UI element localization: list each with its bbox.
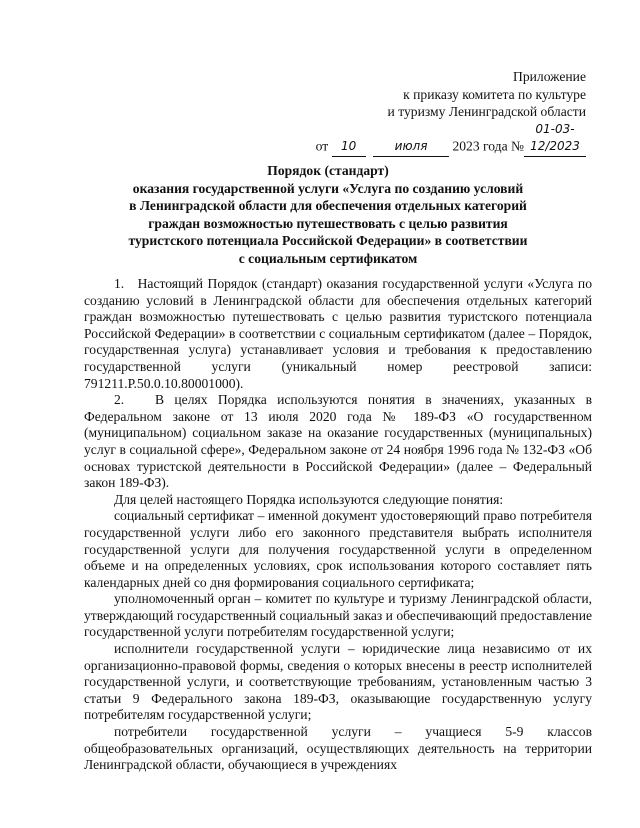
title-line: в Ленинградской области для обеспечения отдельных категорий (129, 198, 527, 213)
paragraph-1: 1. Настоящий Порядок (стандарт) оказания государственной услуги «Услуга по созданию условий в Ленинградской области для обеспечения отдельных категорий граждан возможностью путешествовать с целью развития туристского потенциала Российской Федерации» в соответствии с социальным сертификатом (далее – Порядок, государственная услуга) устанавливает условия и требования к предоставлению государственной услуги (уникальный номер реестровой записи: 791211.Р.50.0.10.80001000). (84, 276, 592, 391)
title-line: граждан возможностью путешествовать с целью развития (148, 215, 508, 231)
document-title (84, 162, 572, 267)
handwritten-day: 10 (332, 138, 366, 157)
appendix-header (316, 68, 586, 157)
document-body (84, 276, 592, 774)
definition-service-providers: исполнители государственной услуги – юридические лица независимо от их организационно-правовой формы, сведения о которых внесены в реестр исполнителей государственной услуги, и соответствующие требованиям, установленным частью 3 статьи 9 Федерального закона 189-ФЗ, оказывающие государственную услугу потребителям государственной услуги; (84, 641, 592, 723)
appendix-order-line: к приказу комитета по культуре (403, 86, 586, 102)
date-prefix: от (315, 138, 329, 153)
appendix-date-line (316, 121, 586, 157)
appendix-committee-line: и туризму Ленинградской области (387, 104, 586, 119)
title-line: туристского потенциала Российской Федерации» в соответствии (128, 233, 528, 248)
handwritten-order-number: 01-03-12/2023 (524, 121, 586, 157)
definition-service-consumers: потребители государственной услуги – учащиеся 5-9 классов общеобразовательных организаций, осуществляющих деятельность на территории Ленинградской области, обучающиеся в учреждениях (84, 724, 592, 773)
paragraph-2: 2. В целях Порядка используются понятия в значениях, указанных в Федеральном законе от 13 июля 2020 года № 189-ФЗ «О государственном (муниципальном) социальном заказе на оказание государственных (муниципальных) услуг в социальной сфере», Федеральном законе от 24 ноября 1996 года № 132-ФЗ «Об основах туристской деятельности в Российской Федерации» (далее – Федеральный закон 189-ФЗ). (84, 392, 592, 491)
definition-authorized-body: уполномоченный орган – комитет по культуре и туризму Ленинградской области, утверждающий государственный социальный заказ и обеспечивающий предоставление государственной услуги потребителям государственной услуги; (84, 591, 592, 640)
appendix-label: Приложение (513, 69, 586, 84)
title-line: оказания государственной услуги «Услуга по созданию условий (132, 180, 524, 196)
handwritten-month: июля (373, 138, 449, 157)
definition-social-certificate: социальный сертификат – именной документ удостоверяющий право потребителя государственной услуги либо его законного представителя выбрать исполнителя государственной услуги для получения государственной услуги в определенном объеме и на определенных условиях, срок использования которого составляет пять календарных дней со дня формирования социального сертификата; (84, 508, 592, 590)
date-year: 2023 года № (452, 138, 524, 153)
paragraph-definitions-intro: Для целей настоящего Порядка используются следующие понятия: (114, 491, 504, 507)
title-line: Порядок (стандарт) (267, 163, 389, 178)
title-line: с социальным сертификатом (238, 250, 418, 266)
